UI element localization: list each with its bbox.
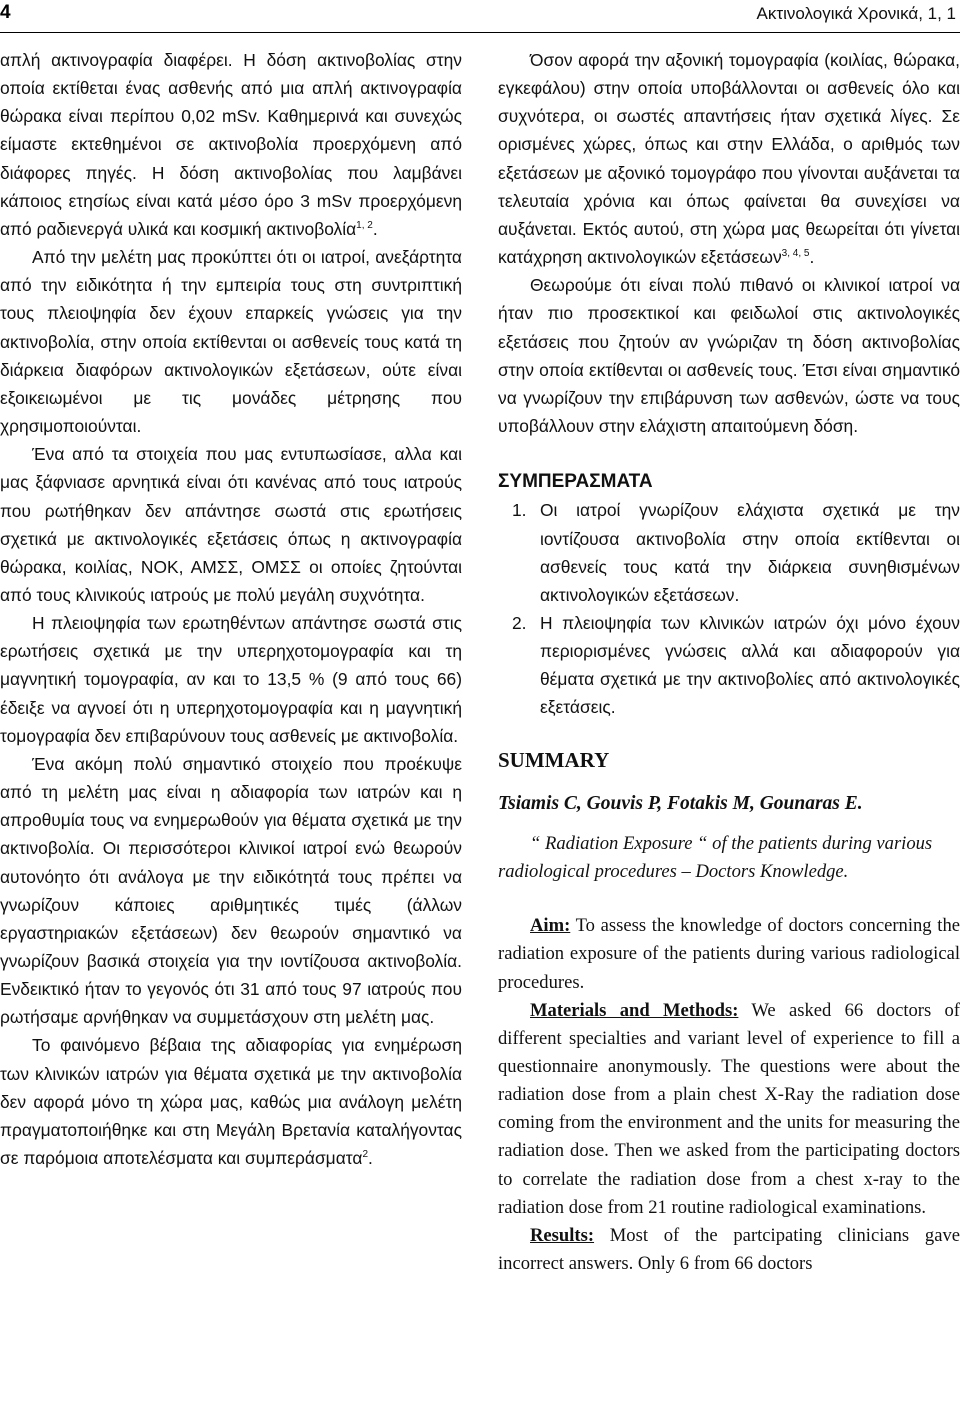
conclusions-list bbox=[498, 496, 960, 721]
paragraph: Θεωρούμε ότι είναι πολύ πιθανό οι κλινικοί ιατροί να ήταν πιο προσεκτικοί και φειδωλοί στις ακτινολογικές εξετάσεις που ζητούν αν γνώριζαν τη δόση ακτινοβολίας στην οποία εκτίθενται οι ασθενείς τους. Έτσι είναι σημαντικό να γνωρίζουν την επιβάρυνση των ασθενών, ώστε να τους υποβάλλουν στην ελάχιστη απαιτούμενη δόση. bbox=[498, 275, 960, 437]
conclusions-heading: ΣΥΜΠΕΡΑΣΜΑΤΑ bbox=[498, 471, 653, 493]
page-number: 4 bbox=[0, 2, 11, 23]
article-title: “ Radiation Exposure “ of the patients during various radiological procedures – Doctors Knowledge. bbox=[498, 832, 933, 883]
methods-paragraph: Materials and Methods: We asked 66 doctors of different specialties and variant level of experience to fill a questionnaire anonymously. The questions were about the radiation dose from a plain chest X-Ray the radiation dose coming from the environment and the units for measuring the radiation dose. Then we asked from the participating doctors to correlate the radiation dose from a chest x-ray to the radiation dose from 21 routine radiological examinations. bbox=[498, 999, 960, 1218]
authors: Tsiamis C, Gouvis P, Fotakis M, Gounaras E. bbox=[498, 792, 863, 814]
header-rule bbox=[0, 32, 960, 33]
results-paragraph: Results: Most of the partcipating clinicians gave incorrect answers. Only 6 from 66 doctors bbox=[498, 1224, 960, 1275]
aim-label: Aim: bbox=[530, 915, 571, 937]
paragraph: Όσον αφορά την αξονική τομογραφία (κοιλίας, θώρακα, εγκεφάλου) στην οποία υποβάλλονται οι ασθενείς όλο και συχνότερα, οι σωστές απαντήσεις ήταν σχετικά λίγες. Σε ορισμένες χώρες, όπως και στην Ελλάδα, ο αριθμός των εξετάσεων με αξονικό τομογράφο που γίνονται αυξάνεται τα τελευταία χρόνια και όπως φαίνεται θα συνεχίσει να αυξάνεται. Εκτός αυτού, στη χώρα μας θεωρείται ότι γίνεται κατάχρηση ακτινολογικών εξετάσεων$^{3, 4, 5}$. bbox=[498, 50, 960, 268]
list-item: 2. Η πλειοψηφία των κλινικών ιατρών όχι μόνο έχουν περιορισμένες γνώσεις αλλά και αδιαφορούν για θέματα σχετικά με την ακτινοβολίες από ακτινολογικές εξετάσεις. bbox=[512, 612, 960, 718]
paragraph: Ένα από τα στοιχεία που μας εντυπωσίασε, αλλα και μας ξάφνιασε αρνητικά είναι ότι κανένας από τους ιατρούς που ρωτήθηκαν δεν απάντησε σωστά στις ερωτήσεις σχετικά με ακτινολογικές εξετάσεις όπως η ακτινογραφία θώρακα, κοιλίας, ΝΟΚ, ΑΜΣΣ, ΟΜΣΣ οι οποίες ζητούνται από τους κλινικούς ιατρούς με πολύ μεγάλη συχνότητα. bbox=[0, 444, 462, 605]
journal-title: Ακτινολογικά Χρονικά, 1, 1 bbox=[756, 4, 956, 23]
aim-paragraph: Aim: To assess the knowledge of doctors concerning the radiation exposure of the patients during various radiological procedures. bbox=[498, 915, 960, 993]
methods-label: Materials and Methods: bbox=[530, 999, 739, 1021]
paragraph: Η πλειοψηφία των ερωτηθέντων απάντησε σωστά στις ερωτήσεις σχετικά με την υπερηχοτομογραφία και τη μαγνητική τομογραφία, αν και το 13,5 % (9 από τους 66) έδειξε να αγνοεί ότι η υπερηχοτομογραφία και η μαγνητική τομογραφία δεν επιβαρύνουν τους ασθενείς με ακτινοβολία. bbox=[0, 613, 462, 746]
paragraph: Το φαινόμενο βέβαια της αδιαφορίας για ενημέρωση των κλινικών ιατρών για θέματα σχετικά με την ακτινοβολία δεν αφορά μόνο τη χώρα μας, καθώς μια ανάλογη μελέτη πραγματοποιήθηκε και στη Μεγάλη Βρετανία καταλήγοντας σε παρόμοια αποτελέσματα και συμπεράσματα$^2$. bbox=[0, 1035, 462, 1169]
citation: 3, 4, 5 bbox=[781, 248, 810, 260]
right-column bbox=[498, 46, 960, 1278]
paragraph: Από την μελέτη μας προκύπτει ότι οι ιατροί, ανεξάρτητα από την ειδικότητα ή την εμπειρία τους στη συντριπτική τους πλειοψηφία δεν έχουν επαρκείς γνώσεις για την ακτινοβολία, στην οποία εκτίθενται οι ασθενείς τους κατά τη διάρκεια διαφόρων ακτινολογικών εξετάσεων, ούτε είναι εξοικειωμένοι με τις μονάδες μέτρησης που χρησιμοποιούνται. bbox=[0, 247, 462, 437]
summary-heading: SUMMARY bbox=[498, 747, 610, 772]
citation: 1, 2 bbox=[356, 220, 373, 232]
left-column bbox=[0, 46, 462, 1172]
paragraph: Ένα ακόμη πολύ σημαντικό στοιχείο που προέκυψε από τη μελέτη μας είναι η αδιαφορία των ιατρών και η απροθυμία τους να ενημερωθούν για θέματα σχετικά με την ακτινοβολία. Οι περισσότεροι κλινικοί ιατροί ενώ θεωρούν αυτονόητο ότι ανάλογα με την ειδικότητά τους πρέπει να γνωρίζουν κάποιες αριθμητικές τιμές (άλλων εργαστηριακών εξετάσεων) δεν θεωρούν σημαντικό να γνωρίζουν βασικά στοιχεία για την ιοντίζουσα ακτινοβολία. Ενδεικτικό ήταν το γεγονός ότι 31 από τους 97 ιατρούς που ρωτήσαμε αρνήθηκαν να συμμετάσχουν στη μελέτη μας. bbox=[0, 753, 462, 1028]
page-header bbox=[0, 0, 960, 28]
citation: 2 bbox=[362, 1149, 368, 1161]
results-label: Results: bbox=[530, 1224, 595, 1246]
paragraph: απλή ακτινογραφία διαφέρει. Η δόση ακτινοβολίας στην οποία εκτίθεται ένας ασθενής από μια απλή ακτινογραφία θώρακα είναι περίπου 0,02 mSv. Καθημερινά και συνεχώς είμαστε εκτεθημένοι σε ακτινοβολία προερχόμενη από διάφορες πηγές. Η δόση ακτινοβολίας που λαμβάνει κάποιος ετησίως είναι κατά μέσο όρο 3 mSv προερχόμενη από ραδιενεργά υλικά και κοσμική ακτινοβολία$^{1, 2}$. bbox=[0, 50, 462, 239]
list-item: 1. Οι ιατροί γνωρίζουν ελάχιστα σχετικά με την ιοντίζουσα ακτινοβολία στην οποία εκτίθενται οι ασθενείς τους κατά την διάρκεια συνηθισμένων ακτινολογικών εξετάσεων. bbox=[512, 500, 960, 605]
